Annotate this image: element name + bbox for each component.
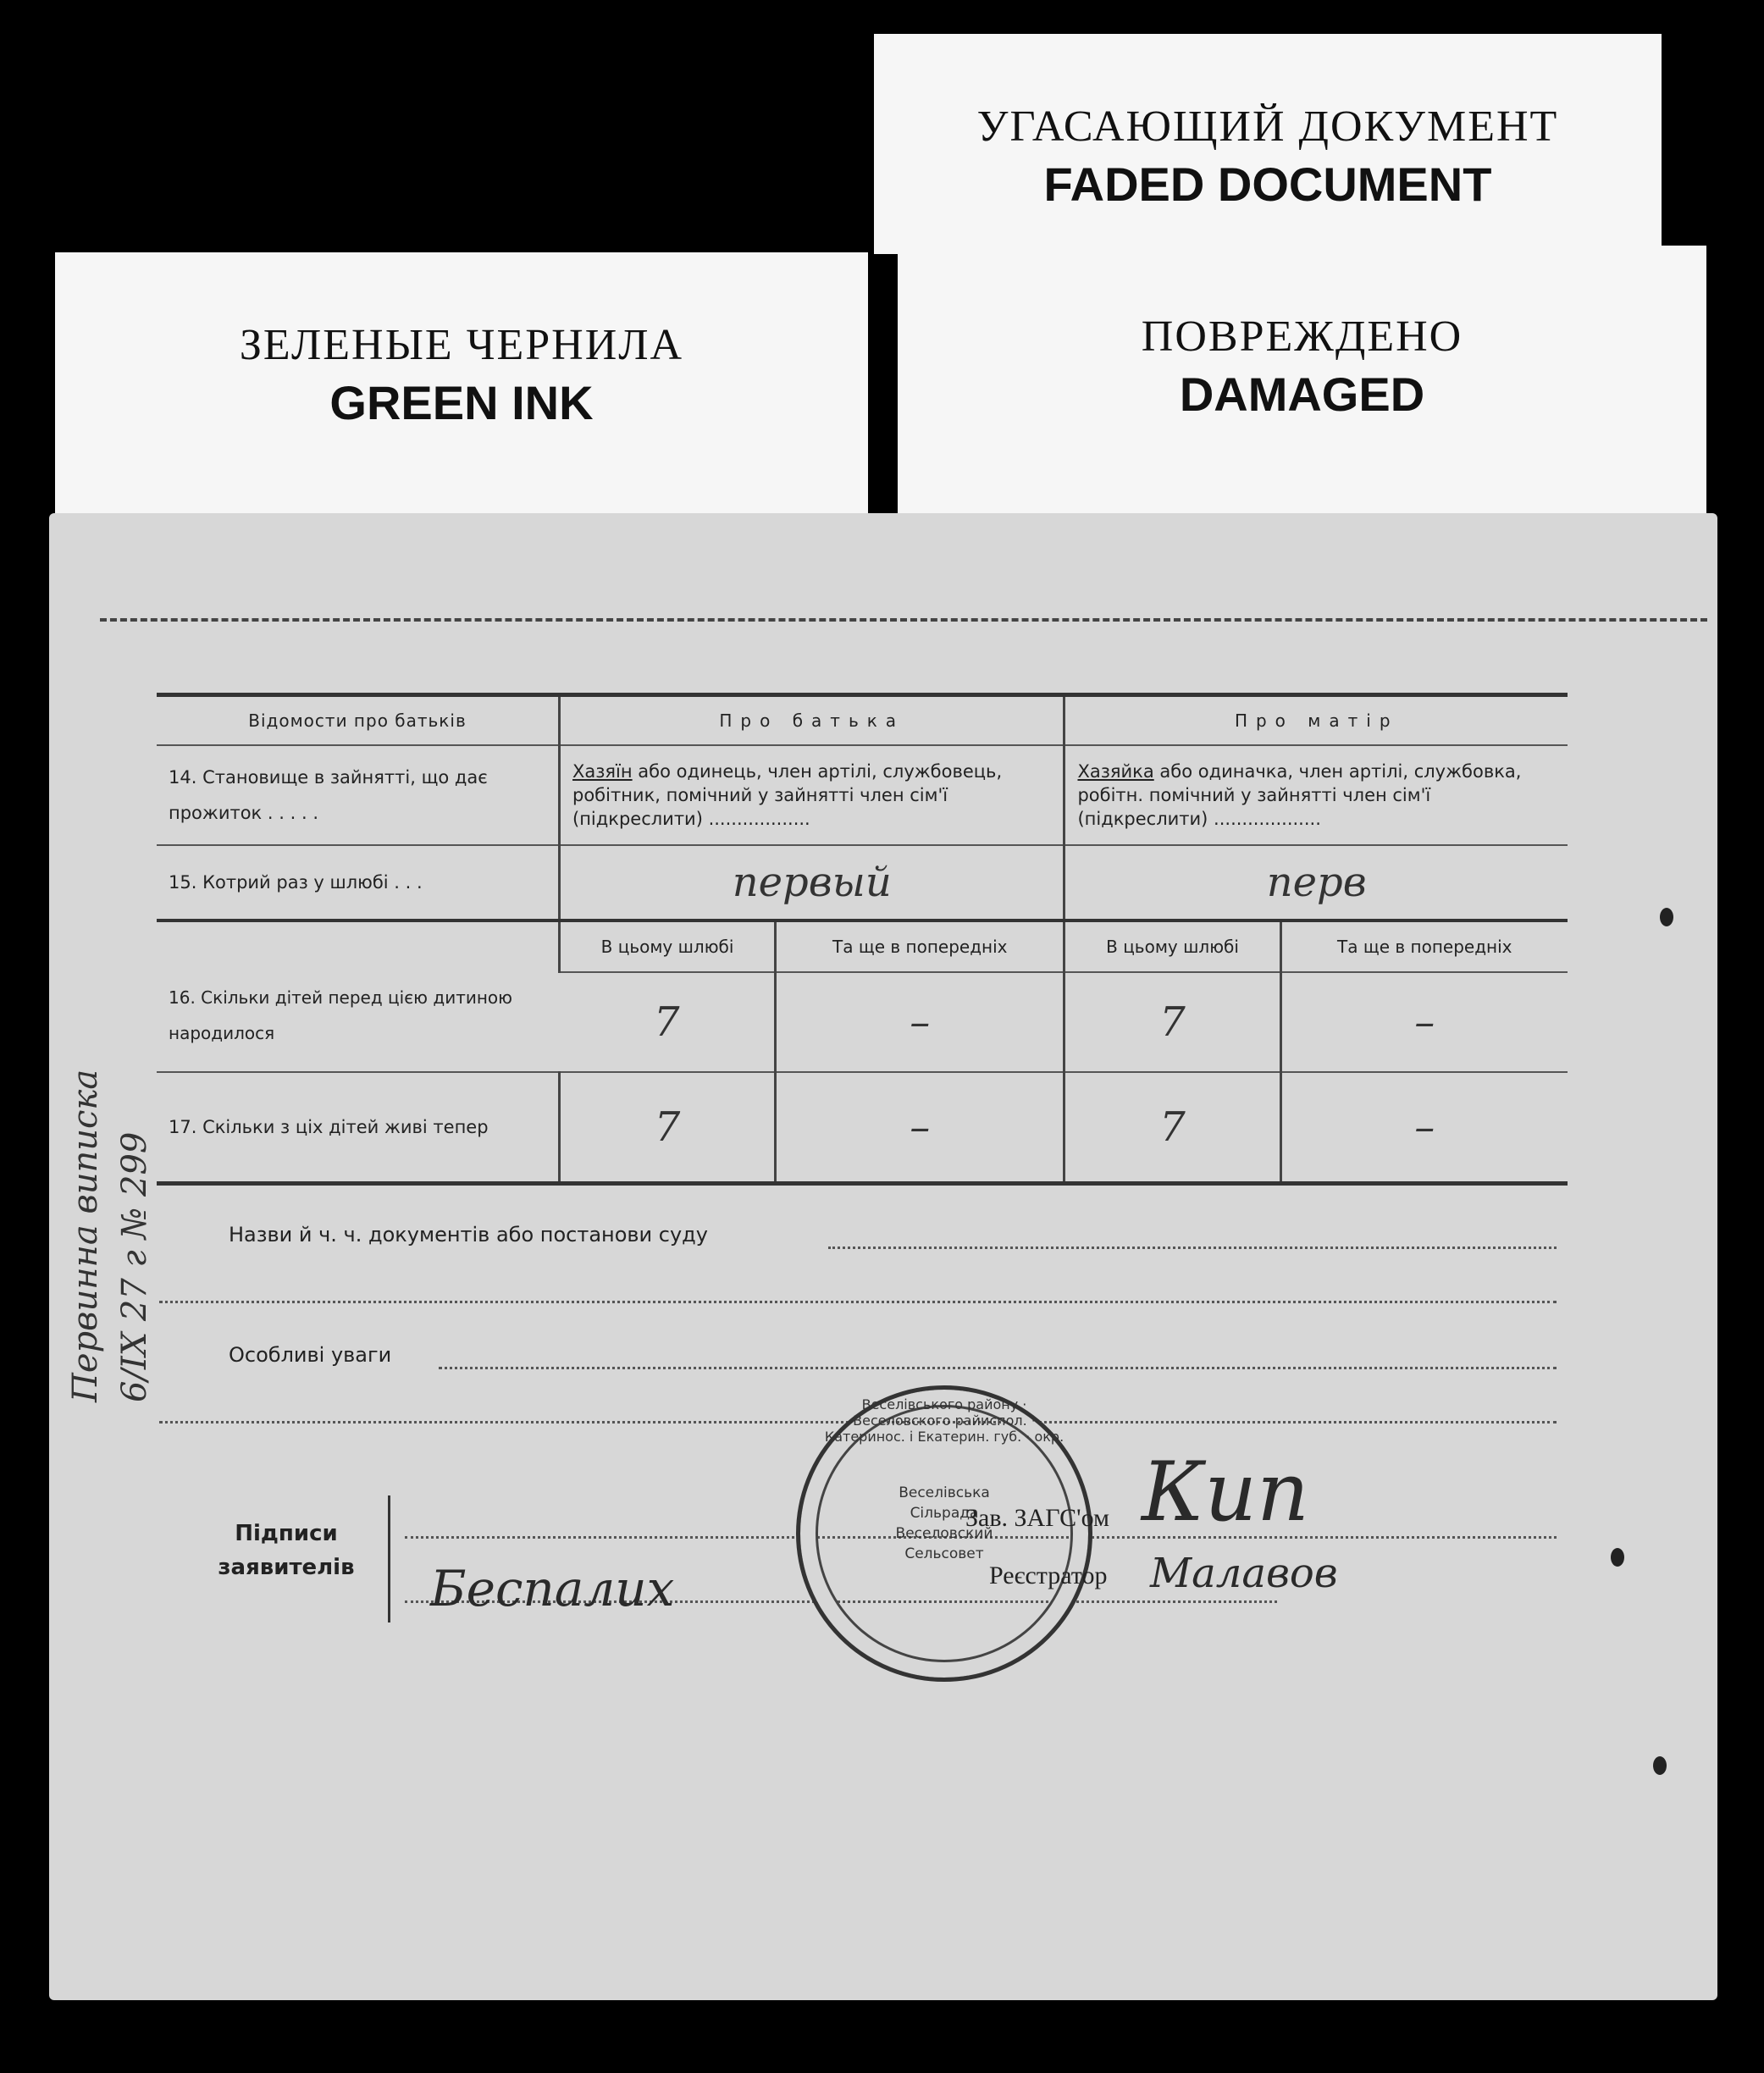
header-father: Про батька: [560, 695, 1064, 746]
damaged-label-ru: ПОВРЕЖДЕНО: [1141, 312, 1463, 361]
seal-center-line1: Веселівська: [899, 1484, 990, 1501]
row14-father-selected: Хазяїн: [572, 761, 633, 782]
seal-center-line2: Сільрада: [910, 1505, 979, 1522]
header-mother: Про матір: [1064, 695, 1568, 746]
registry-head-label: Зав. ЗАГС'ом: [965, 1504, 1109, 1532]
parents-info-table: [157, 693, 1568, 1186]
binding-hole: [1660, 908, 1673, 926]
documents-label: Назви й ч. ч. документів або постанови суду: [229, 1223, 708, 1247]
signatures-bracket: [388, 1495, 404, 1622]
green-ink-label: [55, 252, 868, 523]
row-occupation: [157, 745, 1568, 845]
table-header-row: [157, 695, 1568, 746]
faded-label-ru: УГАСАЮЩИЙ ДОКУМЕНТ: [976, 102, 1559, 151]
seal-ring-text: Веселівського району · Веселовского райиспол. · Катеринос. і Екатерин. губ. · окр.: [824, 1396, 1064, 1445]
notes-line: [439, 1367, 1557, 1369]
documents-line-2: [159, 1301, 1557, 1303]
subheader-mother-previous: Та ще в попередніх: [1280, 920, 1568, 972]
row15-label: 15. Котрий раз у шлюбі . . .: [157, 845, 560, 920]
official-seal: [796, 1385, 1092, 1682]
faded-label-en: FADED DOCUMENT: [1043, 158, 1492, 211]
margin-note-line2: 6/IX 27 г № 299: [115, 1131, 154, 1402]
seal-center-line4: Сельсовет: [904, 1545, 984, 1562]
notes-label: Особливі уваги: [229, 1343, 392, 1367]
row16-father-previous: –: [776, 972, 1064, 1072]
row14-father: [560, 745, 1064, 845]
header-parents-info: Відомости про батьків: [157, 695, 560, 746]
registrar-label: Реєстратор: [989, 1562, 1108, 1589]
binding-hole: [1653, 1756, 1667, 1775]
subheader-mother-this: В цьому шлюбі: [1064, 920, 1280, 972]
green-label-en: GREEN INK: [329, 376, 594, 429]
row17-father-previous: –: [776, 1072, 1064, 1184]
row14-mother-selected: Хазяйка: [1077, 761, 1154, 782]
row14-mother: [1064, 745, 1568, 845]
damaged-label: [898, 246, 1706, 525]
subheader-father-this: В цьому шлюбі: [560, 920, 776, 972]
green-label-ru: ЗЕЛЕНЫЕ ЧЕРНИЛА: [239, 321, 684, 369]
registry-head-signature: Кип: [1142, 1445, 1309, 1540]
row-children-alive: [157, 1072, 1568, 1184]
subheader-father-previous: Та ще в попередніх: [776, 920, 1064, 972]
signatures-label: [202, 1517, 371, 1584]
binding-hole: [1611, 1548, 1624, 1567]
damaged-label-en: DAMAGED: [1179, 368, 1425, 421]
row16-father-this: 7: [560, 972, 776, 1072]
row17-mother-this: 7: [1064, 1072, 1280, 1184]
perforation-line: [100, 618, 1707, 622]
seal-center-line3: Веселовский: [895, 1525, 993, 1542]
row-marriage-number: [157, 845, 1568, 920]
applicant-signature: Беспалих: [430, 1560, 675, 1617]
document-sheet: [49, 513, 1717, 2000]
row16-label: 16. Скільки дітей перед цією дитиною народилося: [157, 920, 560, 1072]
signatures-label-line1: Підписи: [235, 1521, 338, 1546]
row14-label: 14. Становище в зайнятті, що дає прожиток . . . . .: [157, 745, 560, 845]
registrar-signature: Малавов: [1150, 1550, 1338, 1597]
row15-father-value: первый: [560, 845, 1064, 920]
children-subheader-row: [157, 920, 1568, 972]
margin-note-line1: Первинна виписка: [66, 1069, 105, 1402]
row14-father-options: або одинець, член артілі, службовець, робітник, помічний у зайнятті член сім'ї (підкреслити) ..................: [572, 761, 1003, 829]
documents-line: [828, 1247, 1557, 1249]
signatures-label-line2: заявителів: [218, 1555, 355, 1580]
margin-note: [49, 810, 154, 1419]
row17-father-this: 7: [560, 1072, 776, 1184]
row14-mother-options: або одиначка, член артілі, службовка, робітн. помічний у зайнятті член сім'ї (підкреслити) ...................: [1077, 761, 1522, 829]
row17-mother-previous: –: [1280, 1072, 1568, 1184]
row16-mother-previous: –: [1280, 972, 1568, 1072]
row15-mother-value: перв: [1064, 845, 1568, 920]
faded-document-label: [874, 34, 1662, 254]
row16-mother-this: 7: [1064, 972, 1280, 1072]
row17-label: 17. Скільки з ціх дітей живі тепер: [157, 1072, 560, 1184]
